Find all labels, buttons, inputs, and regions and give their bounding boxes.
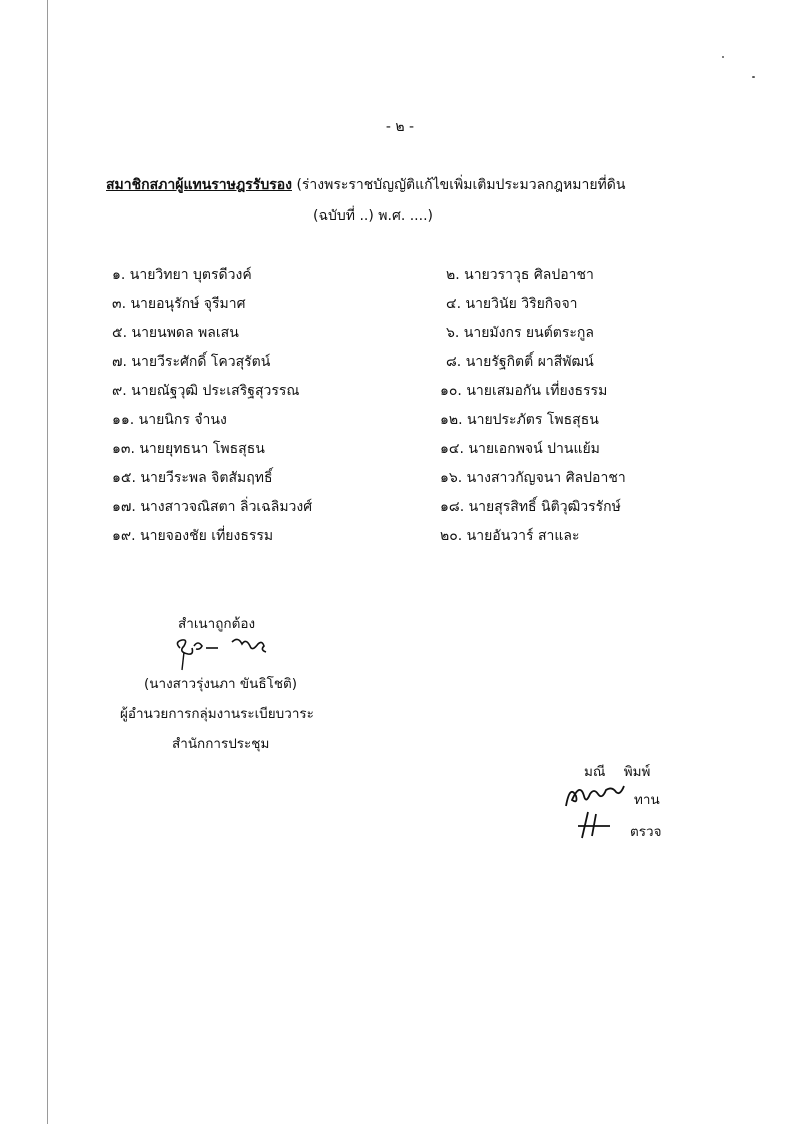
bill-name-line2: (ฉบับที่ ..) พ.ศ. ....)	[313, 208, 433, 224]
certifier-office: สำนักการประชุม	[172, 736, 270, 752]
member-entry: ๑๓. นายยุทธนา โพธสุธน	[112, 441, 265, 457]
member-entry: ๓. นายอนุรักษ์ จุรีมาศ	[112, 296, 246, 312]
member-entry: ๖. นายมังกร ยนต์ตระกูล	[446, 325, 594, 341]
member-entry: ๙. นายณัฐวุฒิ ประเสริฐสุวรรณ	[112, 383, 300, 399]
member-entry: ๑๑. นายนิกร จำนง	[112, 412, 227, 428]
member-entry: ๑๙. นายจองชัย เที่ยงธรรม	[112, 528, 274, 544]
member-entry: ๑๗. นางสาวจณิสตา ลิ่วเฉลิมวงศ์	[112, 499, 313, 515]
member-entry: ๒. นายวราวุธ ศิลปอาชา	[446, 267, 594, 283]
member-list	[0, 0, 800, 560]
member-entry: ๑๐. นายเสมอกัน เที่ยงธรรม	[440, 383, 608, 399]
certifier-signature	[172, 634, 282, 674]
title-heading: สมาชิกสภาผู้แทนราษฎรรับรอง	[106, 177, 292, 193]
verification-block	[540, 752, 760, 852]
typist-label: มณี พิมพ์	[584, 764, 651, 780]
certification-block	[120, 612, 360, 752]
member-entry: ๑๘. นายสุรสิทธิ์ นิติวุฒิวรรักษ์	[440, 499, 621, 515]
member-entry: ๑๖. นางสาวกัญจนา ศิลปอาชา	[440, 470, 626, 486]
member-entry: ๑๒. นายประภัตร โพธสุธน	[440, 412, 599, 428]
member-entry: ๔. นายวินัย วิริยกิจจา	[446, 296, 578, 312]
member-entry: ๒๐. นายอันวาร์ สาและ	[440, 528, 580, 544]
member-entry: ๗. นายวีระศักดิ์ โควสุรัตน์	[112, 354, 271, 370]
reviewer-signature	[576, 810, 626, 840]
member-entry: ๕. นายนพดล พลเสน	[112, 325, 239, 341]
member-entry: ๘. นายรัฐกิตติ์ ผาสีพัฒน์	[446, 354, 594, 370]
member-entry: ๑๕. นายวีระพล จิตสัมฤทธิ์	[112, 470, 273, 486]
checked-label: ทาน	[634, 792, 660, 808]
certifier-position: ผู้อำนวยการกลุ่มงานระเบียบวาระ	[120, 706, 314, 722]
checker-signature	[560, 778, 640, 814]
bill-name-line1: (ร่างพระราชบัญญัติแก้ไขเพิ่มเติมประมวลกฎหมายที่ดิน	[296, 177, 626, 193]
member-entry: ๑๔. นายเอกพจน์ ปานแย้ม	[440, 441, 600, 457]
certifier-name: (นางสาวรุ่งนภา ขันธิโชติ)	[144, 676, 298, 692]
page-number: - ๒ -	[385, 119, 415, 135]
member-entry: ๑. นายวิทยา บุตรดีวงค์	[112, 267, 252, 283]
reviewed-label: ตรวจ	[630, 824, 662, 840]
certified-copy-label: สำเนาถูกต้อง	[178, 616, 256, 632]
